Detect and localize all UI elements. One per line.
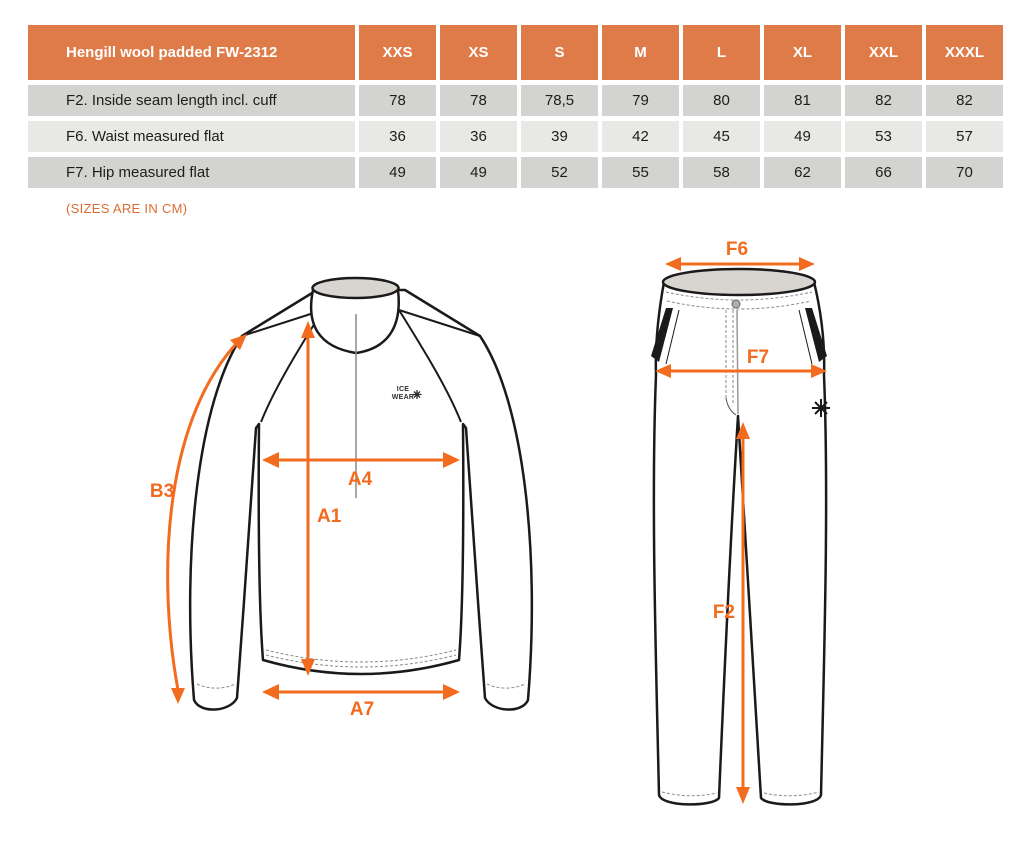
size-header-xxs: XXS bbox=[359, 25, 436, 80]
size-header-xl: XL bbox=[764, 25, 841, 80]
size-header-s: S bbox=[521, 25, 598, 80]
size-header-xxxl: XXXL bbox=[926, 25, 1003, 80]
cell-value: 42 bbox=[602, 121, 679, 152]
measure-label-f6: F6 bbox=[725, 240, 749, 260]
cell-value: 66 bbox=[845, 157, 922, 188]
row-label: F2. Inside seam length incl. cuff bbox=[28, 85, 355, 116]
size-header-xs: XS bbox=[440, 25, 517, 80]
measure-label-b3: B3 bbox=[149, 481, 175, 502]
cell-value: 58 bbox=[683, 157, 760, 188]
size-header-l: L bbox=[683, 25, 760, 80]
cell-value: 81 bbox=[764, 85, 841, 116]
cell-value: 57 bbox=[926, 121, 1003, 152]
size-header-m: M bbox=[602, 25, 679, 80]
measure-label-a7: A7 bbox=[349, 699, 375, 720]
cell-value: 82 bbox=[845, 85, 922, 116]
sweater-diagram bbox=[140, 252, 560, 732]
measure-arrow-a7 bbox=[262, 684, 460, 720]
measure-arrow-f6 bbox=[665, 240, 815, 271]
logo-text-ice: ICE bbox=[396, 386, 410, 393]
size-table-header-row bbox=[28, 25, 1003, 80]
collar-opening bbox=[313, 278, 399, 298]
cell-value: 62 bbox=[764, 157, 841, 188]
cell-value: 45 bbox=[683, 121, 760, 152]
table-row-f7 bbox=[28, 157, 1003, 188]
cell-value: 80 bbox=[683, 85, 760, 116]
cell-value: 39 bbox=[521, 121, 598, 152]
cell-value: 52 bbox=[521, 157, 598, 188]
cell-value: 79 bbox=[602, 85, 679, 116]
cell-value: 49 bbox=[359, 157, 436, 188]
cell-value: 70 bbox=[926, 157, 1003, 188]
pants-outline bbox=[654, 282, 826, 804]
cell-value: 55 bbox=[602, 157, 679, 188]
cell-value: 49 bbox=[764, 121, 841, 152]
cell-value: 36 bbox=[440, 121, 517, 152]
pants-diagram bbox=[620, 240, 950, 852]
measure-label-a1: A1 bbox=[317, 506, 342, 527]
measure-label-f2: F2 bbox=[712, 602, 735, 623]
logo-text-wear: WEAR bbox=[391, 394, 415, 401]
row-label: F7. Hip measured flat bbox=[28, 157, 355, 188]
row-label: F6. Waist measured flat bbox=[28, 121, 355, 152]
cell-value: 49 bbox=[440, 157, 517, 188]
measure-label-f7: F7 bbox=[746, 347, 770, 368]
cell-value: 53 bbox=[845, 121, 922, 152]
table-row-f6 bbox=[28, 121, 1003, 152]
size-table bbox=[24, 20, 1007, 193]
table-row-f2 bbox=[28, 85, 1003, 116]
cell-value: 78 bbox=[440, 85, 517, 116]
cell-value: 78 bbox=[359, 85, 436, 116]
cell-value: 82 bbox=[926, 85, 1003, 116]
waist-button bbox=[732, 300, 740, 308]
units-note: (SIZES ARE IN CM) bbox=[66, 201, 188, 216]
waist-opening bbox=[663, 269, 815, 295]
product-title-cell: Hengill wool padded FW-2312 bbox=[28, 25, 355, 80]
cell-value: 36 bbox=[359, 121, 436, 152]
size-header-xxl: XXL bbox=[845, 25, 922, 80]
measure-label-a4: A4 bbox=[347, 469, 373, 490]
cell-value: 78,5 bbox=[521, 85, 598, 116]
